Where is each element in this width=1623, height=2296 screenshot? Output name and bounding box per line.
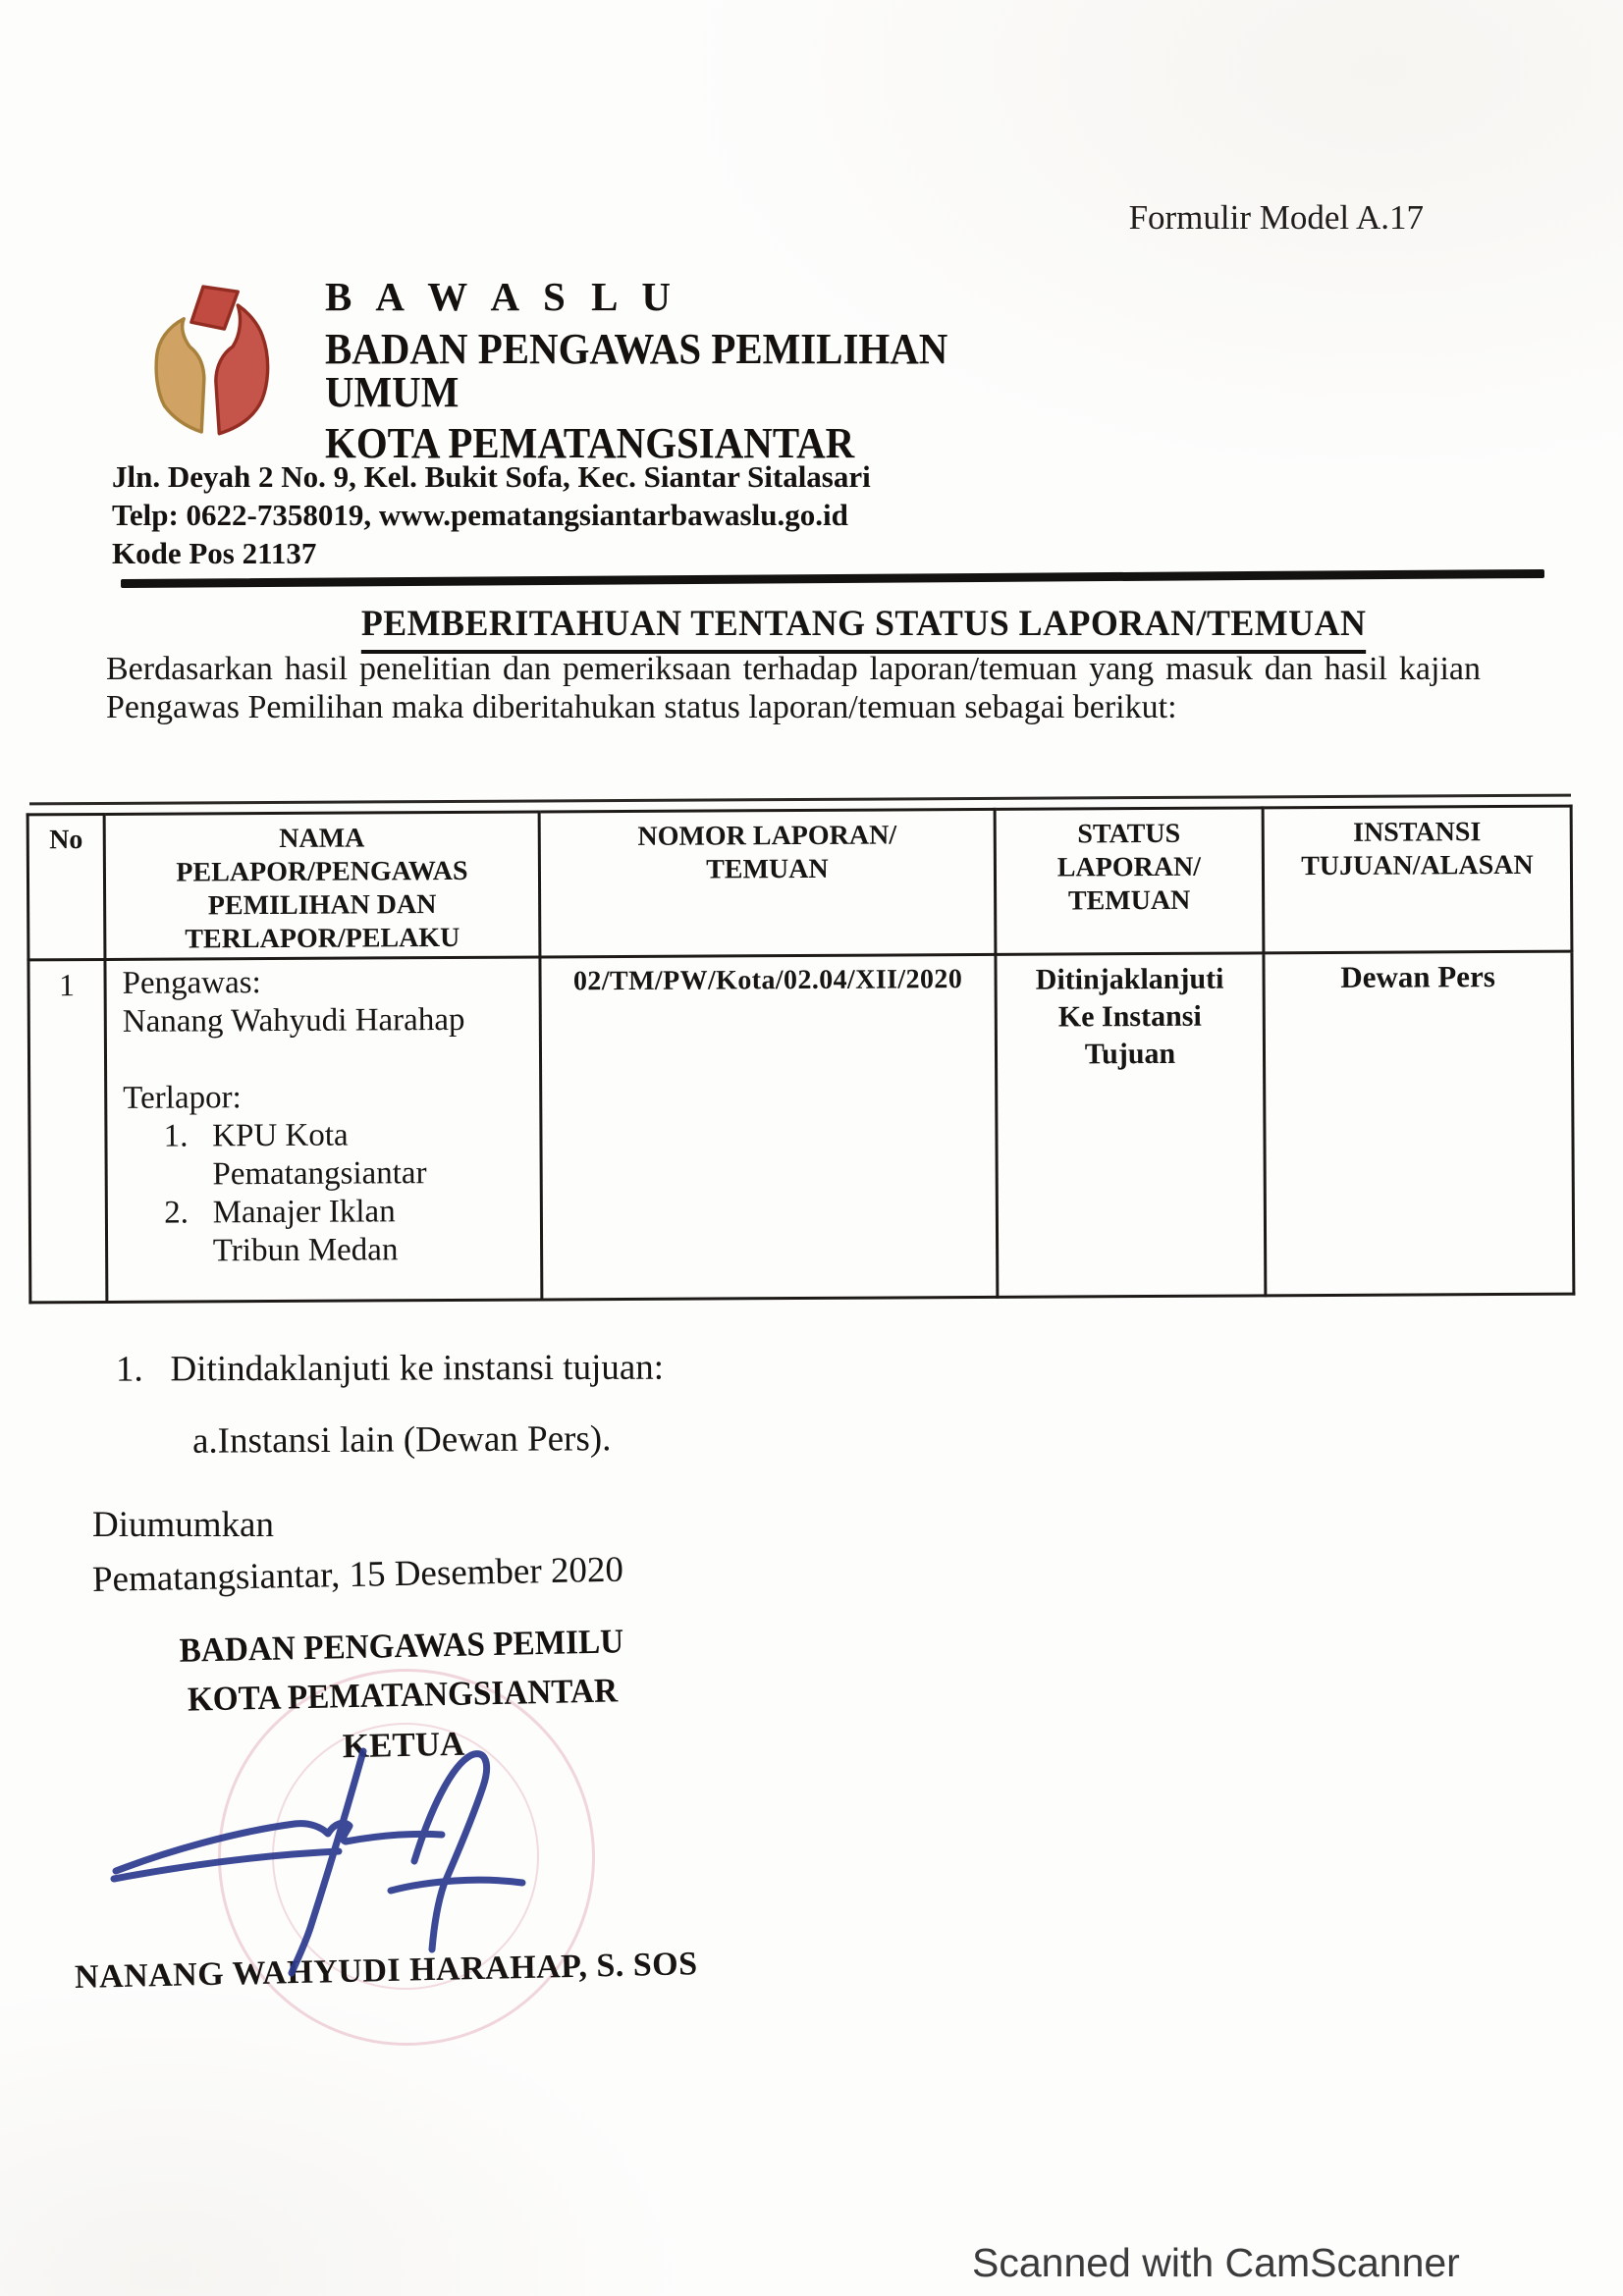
signer-name: NANANG WAHYUDI HARAHAP, S. SOS	[74, 1946, 698, 1996]
address-line-1: Jln. Deyah 2 No. 9, Kel. Bukit Sofa, Kec. Siantar Sitalasari	[112, 459, 871, 494]
signature-org-line1: BADAN PENGAWAS PEMILU	[179, 1622, 624, 1670]
form-model-label: Formulir Model A.17	[1128, 198, 1424, 237]
followup-item-1: 1. Ditindaklanjuti ke instansi tujuan:	[115, 1347, 665, 1390]
followup-item-1a: a.Instansi lain (Dewan Pers).	[191, 1418, 612, 1462]
address-line-3: Kode Pos 21137	[112, 536, 317, 570]
header-instansi: INSTANSI TUJUAN/ALASAN	[1263, 806, 1572, 953]
header-status: STATUS LAPORAN/ TEMUAN	[995, 808, 1264, 955]
signer-role: KETUA	[342, 1724, 465, 1766]
org-short-name: B A W A S L U	[325, 274, 679, 319]
cell-instansi: Dewan Pers	[1264, 951, 1574, 1296]
cell-nomor: 02/TM/PW/Kota/02.04/XII/2020	[540, 954, 998, 1300]
signature-stroke-sweep	[116, 1823, 442, 1871]
place-and-date: Pematangsiantar, 15 Desember 2020	[91, 1549, 624, 1600]
letter-title: PEMBERITAHUAN TENTANG STATUS LAPORAN/TEMUAN	[361, 603, 1367, 654]
camscanner-watermark: Scanned with CamScanner	[972, 2240, 1460, 2285]
cell-no: 1	[28, 959, 107, 1302]
logo-svg	[131, 275, 299, 444]
logo-ballot	[191, 287, 238, 329]
org-full-name: BADAN PENGAWAS PEMILIHAN UMUM	[325, 325, 948, 416]
signature-stroke-underline	[114, 1851, 339, 1879]
header-nomor: NOMOR LAPORAN/ TEMUAN	[539, 809, 996, 957]
letterhead-org-block	[325, 274, 1110, 467]
signature-org-line2: KOTA PEMATANGSIANTAR	[187, 1671, 619, 1719]
signature-stroke-tall	[292, 1751, 363, 1973]
address-line-2: Telp: 0622-7358019, www.pematangsiantarbawaslu.go.id	[112, 498, 848, 532]
table-row	[28, 951, 1574, 1303]
letter-title-wrap	[236, 603, 1492, 654]
letter-intro-paragraph: Berdasarkan hasil penelitian dan pemeriksaan terhadap laporan/temuan yang masuk dan hasil kajian Pengawas Pemilihan maka diberitahukan status laporan/temuan sebagai berikut:	[106, 651, 1481, 725]
org-city: KOTA PEMATANGSIANTAR	[325, 419, 855, 467]
handwritten-signature	[98, 1735, 530, 1986]
cell-status: Ditinjaklanjuti Ke Instansi Tujuan	[996, 953, 1266, 1298]
letterhead-address	[112, 457, 1192, 572]
table-header-row	[27, 806, 1572, 960]
bawaslu-ballot-box-logo	[131, 275, 299, 449]
announced-label: Diumumkan	[92, 1505, 274, 1545]
signature-stroke-cross	[391, 1880, 522, 1891]
header-no: No	[27, 814, 105, 959]
cell-nama: Pengawas: Nanang Wahyudi Harahap Terlapor: 1. KPU Kota Pematangsiantar 2. Manajer Iklan Tribun Medan	[105, 957, 542, 1302]
logo-left-face	[156, 319, 204, 432]
table-top-scan-line	[29, 794, 1571, 806]
status-report-table	[27, 805, 1576, 1305]
header-nama: NAMA PELAPOR/PENGAWAS PEMILIHAN DAN TERLAPOR/PELAKU	[104, 812, 540, 959]
signature-stroke-loop	[414, 1754, 487, 1949]
